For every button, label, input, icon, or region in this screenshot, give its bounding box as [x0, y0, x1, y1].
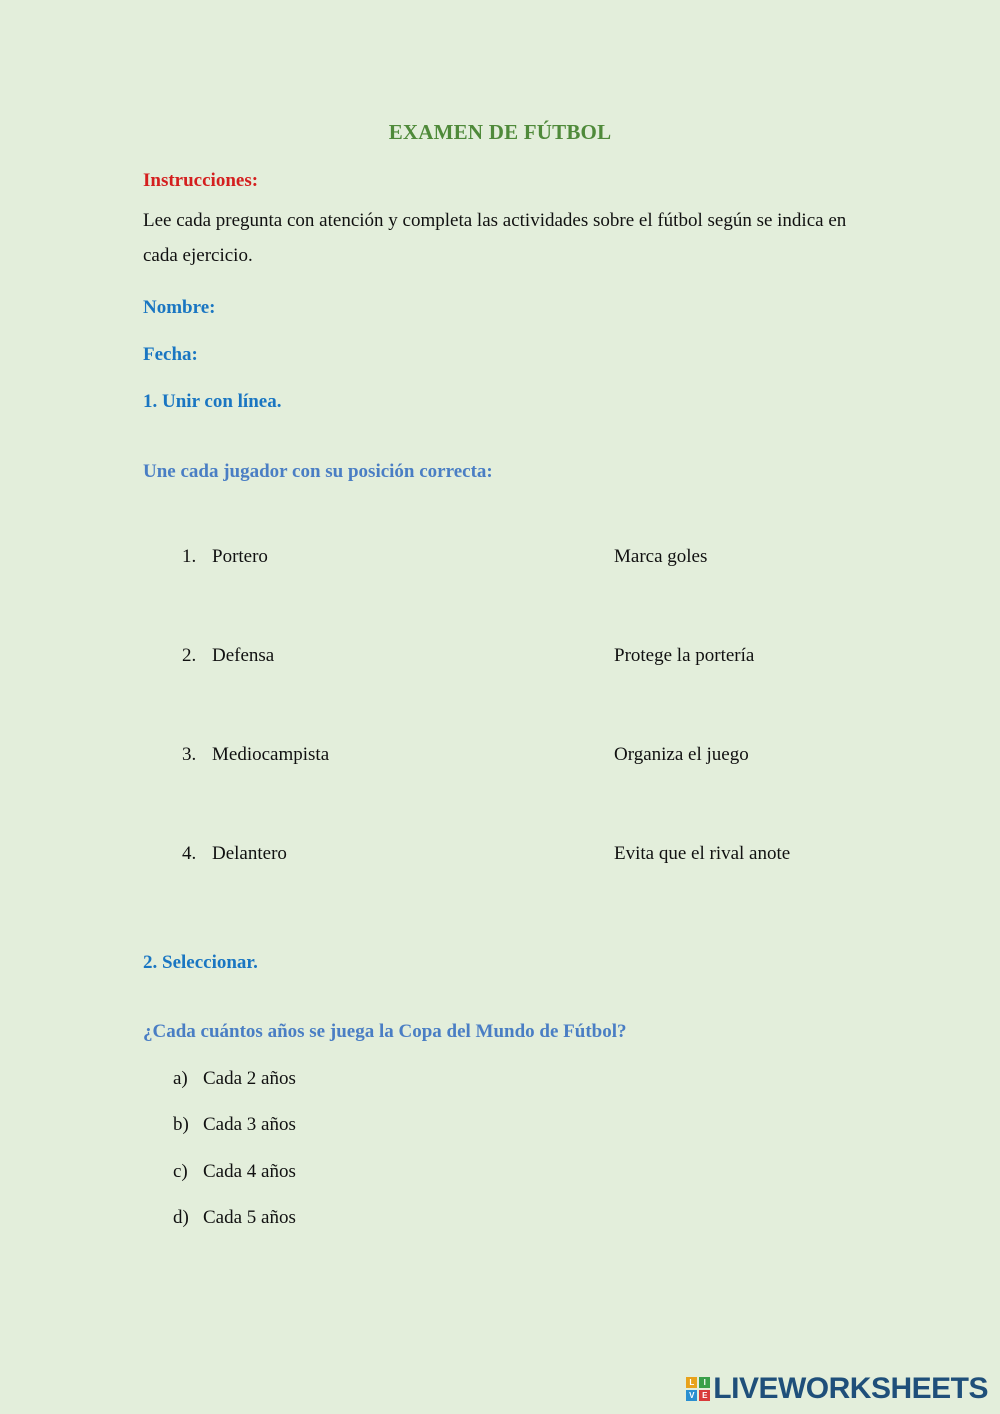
option-letter: a) — [173, 1068, 188, 1089]
answer-option[interactable] — [173, 1068, 296, 1090]
name-label: Nombre: — [143, 297, 216, 318]
match-left-text: Delantero — [212, 843, 287, 864]
option-letter: d) — [173, 1207, 189, 1228]
match-left-item[interactable] — [182, 744, 329, 766]
match-left-text: Defensa — [212, 645, 275, 666]
match-left-number: 4. — [182, 843, 197, 864]
answer-option[interactable] — [173, 1114, 296, 1136]
page-title: EXAMEN DE FÚTBOL — [388, 120, 612, 144]
logo-text: LIVEWORKSHEETS — [713, 1372, 988, 1405]
answer-option[interactable] — [173, 1161, 296, 1183]
logo-grid-icon — [686, 1377, 710, 1401]
option-letter: b) — [173, 1114, 189, 1135]
answer-option[interactable] — [173, 1207, 296, 1229]
match-left-item[interactable] — [182, 843, 287, 865]
option-text: Cada 3 años — [203, 1114, 296, 1135]
date-label: Fecha: — [143, 344, 198, 365]
match-left-number: 3. — [182, 744, 197, 765]
option-text: Cada 5 años — [203, 1207, 296, 1228]
logo-letter: V — [686, 1390, 697, 1401]
option-letter: c) — [173, 1161, 188, 1182]
match-right-item[interactable]: Evita que el rival anote — [614, 843, 791, 864]
match-left-item[interactable] — [182, 546, 268, 568]
section2-question: ¿Cada cuántos años se juega la Copa del Mundo de Fútbol? — [143, 1021, 627, 1042]
instructions-text: Lee cada pregunta con atención y completa las actividades sobre el fútbol según se indica en cada ejercicio. — [143, 210, 847, 266]
match-left-text: Mediocampista — [212, 744, 330, 765]
option-text: Cada 2 años — [203, 1068, 296, 1089]
section1-heading: 1. Unir con línea. — [143, 391, 282, 412]
logo-letter: I — [699, 1377, 710, 1388]
match-right-item[interactable]: Organiza el juego — [614, 744, 749, 765]
match-right-item[interactable]: Marca goles — [614, 546, 708, 567]
match-right-item[interactable]: Protege la portería — [614, 645, 755, 666]
match-left-number: 1. — [182, 546, 197, 567]
match-left-text: Portero — [212, 546, 268, 567]
match-left-number: 2. — [182, 645, 197, 666]
liveworksheets-logo[interactable] — [686, 1372, 988, 1406]
logo-letter: L — [686, 1377, 697, 1388]
section2-heading: 2. Seleccionar. — [143, 952, 258, 973]
match-left-item[interactable] — [182, 645, 274, 667]
instructions-label: Instrucciones: — [143, 170, 259, 191]
logo-letter: E — [699, 1390, 710, 1401]
section1-prompt: Une cada jugador con su posición correcta: — [143, 461, 493, 482]
option-text: Cada 4 años — [203, 1161, 296, 1182]
